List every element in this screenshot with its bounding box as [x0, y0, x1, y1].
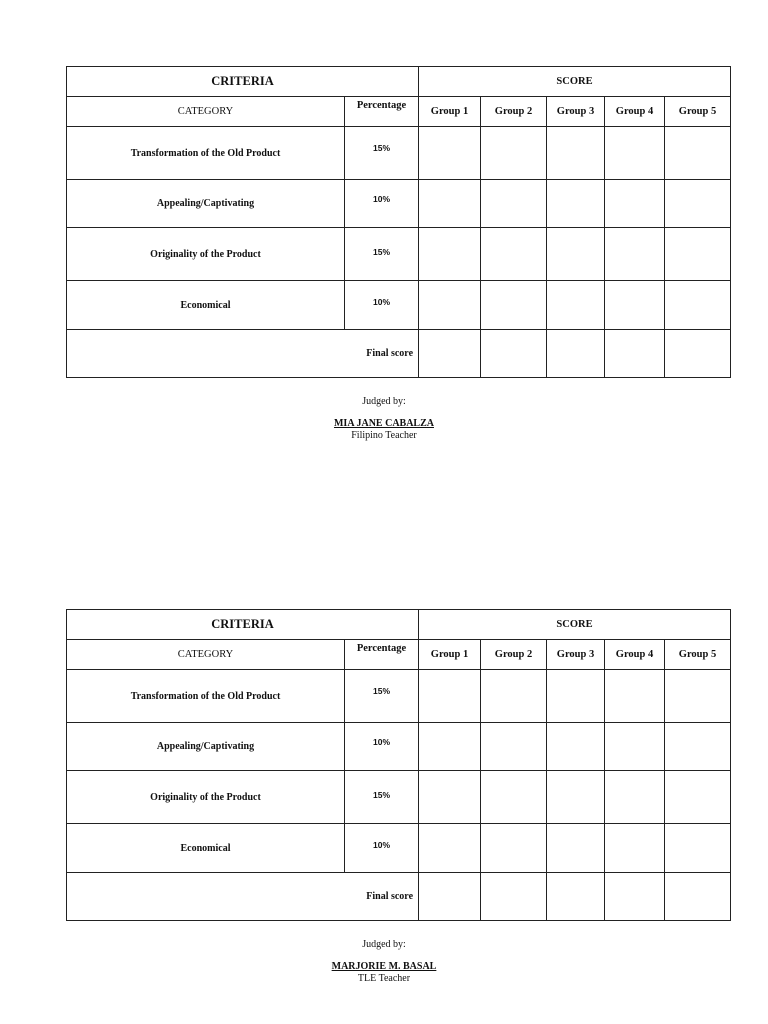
score-cell [419, 670, 481, 723]
signature-block-2 [0, 939, 768, 985]
score-cell [665, 723, 731, 771]
percentage-cell: 15% [345, 228, 419, 281]
score-cell [481, 330, 547, 378]
score-cell [419, 723, 481, 771]
table-row [67, 180, 731, 228]
category-cell: Economical [67, 824, 345, 873]
percentage-header: Percentage [345, 97, 419, 127]
score-cell [419, 180, 481, 228]
score-cell [665, 228, 731, 281]
score-cell [481, 180, 547, 228]
category-cell: Appealing/Captivating [67, 180, 345, 228]
percentage-cell: 15% [345, 670, 419, 723]
score-cell [481, 873, 547, 921]
score-cell [547, 127, 605, 180]
score-cell [547, 824, 605, 873]
category-cell: Originality of the Product [67, 771, 345, 824]
table-row [67, 127, 731, 180]
table-row [67, 228, 731, 281]
score-cell [605, 873, 665, 921]
score-cell [665, 330, 731, 378]
score-header: SCORE [419, 67, 731, 97]
score-cell [605, 228, 665, 281]
score-cell [665, 873, 731, 921]
score-cell [605, 127, 665, 180]
score-cell [481, 824, 547, 873]
score-cell [665, 180, 731, 228]
score-cell [419, 330, 481, 378]
score-cell [419, 228, 481, 281]
judge-name: MARJORIE M. BASAL [331, 961, 437, 972]
score-cell [481, 723, 547, 771]
score-cell [547, 723, 605, 771]
score-cell [419, 281, 481, 330]
percentage-header: Percentage [345, 640, 419, 670]
score-cell [419, 873, 481, 921]
score-cell [605, 330, 665, 378]
group-5-header: Group 5 [665, 640, 731, 670]
judge-title: Filipino Teacher [351, 430, 417, 441]
table-row [67, 670, 731, 723]
score-cell [547, 180, 605, 228]
percentage-cell: 10% [345, 723, 419, 771]
percentage-cell: 10% [345, 180, 419, 228]
score-cell [605, 670, 665, 723]
group-1-header: Group 1 [419, 640, 481, 670]
final-score-row [67, 873, 731, 921]
group-3-header: Group 3 [547, 640, 605, 670]
table-row [67, 771, 731, 824]
table-row [67, 281, 731, 330]
score-cell [605, 180, 665, 228]
percentage-cell: 10% [345, 281, 419, 330]
score-cell [605, 771, 665, 824]
score-cell [665, 670, 731, 723]
score-cell [665, 771, 731, 824]
score-cell [605, 824, 665, 873]
signature-block-1 [0, 396, 768, 442]
group-2-header: Group 2 [481, 97, 547, 127]
score-cell [419, 771, 481, 824]
score-cell [481, 771, 547, 824]
category-cell: Originality of the Product [67, 228, 345, 281]
score-header: SCORE [419, 610, 731, 640]
judged-by-label: Judged by: [362, 939, 406, 950]
category-cell: Transformation of the Old Product [67, 670, 345, 723]
final-score-label: Final score [67, 330, 419, 378]
group-2-header: Group 2 [481, 640, 547, 670]
percentage-cell: 15% [345, 771, 419, 824]
score-cell [665, 824, 731, 873]
score-cell [547, 873, 605, 921]
score-cell [547, 281, 605, 330]
final-score-row [67, 330, 731, 378]
score-cell [481, 670, 547, 723]
score-cell [547, 330, 605, 378]
category-cell: Transformation of the Old Product [67, 127, 345, 180]
criteria-header: CRITERIA [67, 67, 419, 97]
score-cell [547, 670, 605, 723]
group-4-header: Group 4 [605, 97, 665, 127]
criteria-header: CRITERIA [67, 610, 419, 640]
judge-name: MIA JANE CABALZA [333, 418, 434, 429]
table-row [67, 824, 731, 873]
category-header: CATEGORY [67, 97, 345, 127]
group-3-header: Group 3 [547, 97, 605, 127]
category-cell: Economical [67, 281, 345, 330]
group-5-header: Group 5 [665, 97, 731, 127]
percentage-cell: 10% [345, 824, 419, 873]
group-4-header: Group 4 [605, 640, 665, 670]
table-row [67, 723, 731, 771]
score-cell [605, 281, 665, 330]
rubric-table-1 [66, 66, 731, 378]
score-cell [547, 771, 605, 824]
category-cell: Appealing/Captivating [67, 723, 345, 771]
final-score-label: Final score [67, 873, 419, 921]
score-cell [665, 127, 731, 180]
score-cell [547, 228, 605, 281]
category-header: CATEGORY [67, 640, 345, 670]
group-1-header: Group 1 [419, 97, 481, 127]
judged-by-label: Judged by: [362, 396, 406, 407]
score-cell [481, 228, 547, 281]
score-cell [481, 281, 547, 330]
judge-title: TLE Teacher [357, 973, 411, 984]
score-cell [605, 723, 665, 771]
score-cell [481, 127, 547, 180]
score-cell [419, 824, 481, 873]
percentage-cell: 15% [345, 127, 419, 180]
rubric-table-2 [66, 609, 731, 921]
score-cell [665, 281, 731, 330]
score-cell [419, 127, 481, 180]
